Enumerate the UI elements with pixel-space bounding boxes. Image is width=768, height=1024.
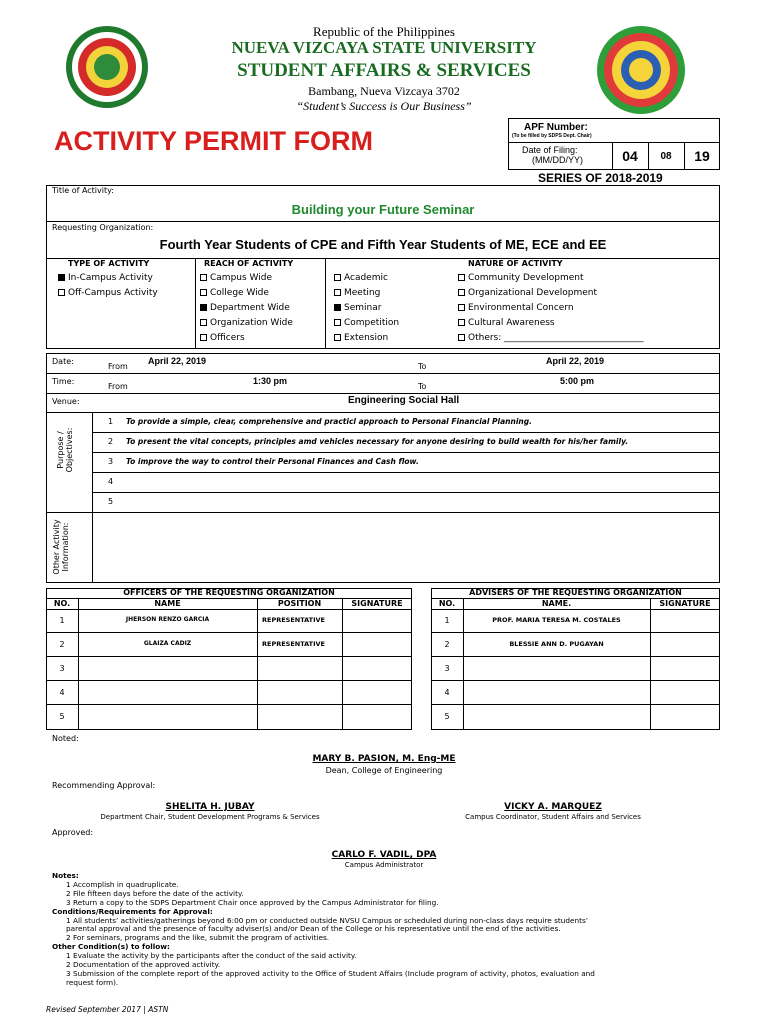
officer-row xyxy=(46,609,412,633)
officer-row xyxy=(46,633,412,657)
checked-box-icon[interactable] xyxy=(334,304,341,311)
objective-number: 1 xyxy=(108,417,114,426)
adviser-no: 5 xyxy=(444,712,450,721)
requesting-org: Fourth Year Students of CPE and Fifth Year Students of ME, ECE and EE xyxy=(159,237,607,252)
officer-position: REPRESENTATIVE xyxy=(262,640,325,648)
adviser-name: BLESSIE ANN D. PUGAYAN xyxy=(509,640,604,648)
objective-row xyxy=(92,452,720,472)
adviser-no: 2 xyxy=(444,640,450,649)
adviser-row xyxy=(431,705,720,729)
nature-option xyxy=(458,303,574,313)
requesting-org-label: Requesting Organization: xyxy=(52,223,154,232)
date-of-filing-label: Date of Filing: xyxy=(522,145,578,155)
nature-of-activity-header: NATURE OF ACTIVITY xyxy=(468,259,563,268)
adviser-row xyxy=(431,609,720,633)
reach-option-label: College Wide xyxy=(210,288,269,298)
nature-option xyxy=(458,318,555,328)
adviser-name: PROF. MARIA TERESA M. COSTALES xyxy=(492,616,621,624)
filing-day: 08 xyxy=(660,151,672,162)
officer-no: 3 xyxy=(59,664,65,673)
objective-number: 3 xyxy=(108,457,114,466)
checkbox-icon[interactable] xyxy=(458,289,465,296)
nature-option-label: Extension xyxy=(344,333,389,343)
venue-value: Engineering Social Hall xyxy=(348,395,460,406)
title-of-activity-label: Title of Activity: xyxy=(52,186,114,195)
approved-label: Approved: xyxy=(52,828,94,837)
advisers-col-name: NAME. xyxy=(541,599,572,608)
date-label: Date: xyxy=(52,357,74,366)
time-from-label: From xyxy=(108,382,128,391)
checkbox-icon[interactable] xyxy=(334,289,341,296)
nature-option-label: Organizational Development xyxy=(468,288,598,298)
adviser-row xyxy=(431,633,720,657)
noted-label: Noted: xyxy=(52,734,79,743)
checkbox-icon[interactable] xyxy=(458,319,465,326)
type-option-label: Off-Campus Activity xyxy=(68,288,158,298)
adviser-no: 4 xyxy=(444,688,450,697)
officer-name: JHERSON RENZO GARCIA xyxy=(125,616,210,623)
republic-line: Republic of the Philippines xyxy=(313,24,455,39)
checkbox-icon[interactable] xyxy=(200,334,207,341)
other-condition-item: 1 Evaluate the activity by the participants after the conduct of the said activity. xyxy=(66,951,357,961)
checkbox-icon[interactable] xyxy=(458,304,465,311)
venue-label: Venue: xyxy=(52,397,80,406)
dean-title: Dean, College of Engineering xyxy=(325,766,443,775)
adviser-row xyxy=(431,657,720,681)
apf-note: (To be filled by SDPS Dept. Chair) xyxy=(512,133,592,139)
type-option xyxy=(58,288,158,298)
reach-option-label: Department Wide xyxy=(210,303,290,313)
time-to-value: 5:00 pm xyxy=(560,376,595,386)
checkbox-icon[interactable] xyxy=(458,334,465,341)
officers-title: OFFICERS OF THE REQUESTING ORGANIZATION xyxy=(123,588,335,597)
advisers-col-signature: SIGNATURE xyxy=(659,599,711,608)
other-activity-info-label: Other Activity Information: xyxy=(52,519,70,575)
officers-col-signature: SIGNATURE xyxy=(351,599,403,608)
reach-option-label: Organization Wide xyxy=(210,318,293,328)
nature-option-label: Competition xyxy=(344,318,400,328)
filing-year: 19 xyxy=(694,148,710,164)
administrator-name: CARLO F. VADIL, DPA xyxy=(331,850,437,860)
chair-name: SHELITA H. JUBAY xyxy=(165,802,255,812)
type-of-activity-header: TYPE OF ACTIVITY xyxy=(68,259,150,268)
nature-option-label: Others: _______________________________ xyxy=(468,333,644,343)
objective-row xyxy=(92,432,720,452)
checkbox-icon[interactable] xyxy=(334,319,341,326)
form-title: ACTIVITY PERMIT FORM xyxy=(54,126,374,156)
officer-no: 2 xyxy=(59,640,65,649)
officer-row xyxy=(46,681,412,705)
time-to-label: To xyxy=(418,382,427,391)
administrator-title: Campus Administrator xyxy=(344,861,424,869)
chair-title: Department Chair, Student Development Programs & Services xyxy=(100,813,320,821)
condition-item: 2 For seminars, programs and the like, submit the program of activities. xyxy=(66,933,330,943)
reach-option-label: Officers xyxy=(210,333,245,343)
date-from-label: From xyxy=(108,362,128,371)
objective-number: 2 xyxy=(108,437,114,446)
recommending-approval-label: Recommending Approval: xyxy=(52,781,156,790)
office-name: STUDENT AFFAIRS & SERVICES xyxy=(237,60,531,81)
type-option xyxy=(58,273,153,283)
nature-option xyxy=(458,273,584,283)
nature-option xyxy=(334,303,381,313)
nature-option-label: Academic xyxy=(344,273,388,283)
reach-option xyxy=(200,288,269,298)
reach-of-activity-header: REACH OF ACTIVITY xyxy=(204,259,294,268)
officers-col-name: NAME xyxy=(154,599,181,608)
reach-option xyxy=(200,273,272,283)
dean-name: MARY B. PASION, M. Eng-ME xyxy=(312,754,456,764)
revision-footer: Revised September 2017 | ASTN xyxy=(46,1005,169,1014)
nature-option-label: Environmental Concern xyxy=(468,303,574,313)
objective-row xyxy=(92,472,720,492)
checkbox-icon[interactable] xyxy=(200,289,207,296)
objective-text: To provide a simple, clear, comprehensive and practicl approach to Personal Financial Planning. xyxy=(126,417,532,426)
purpose-objectives-label: Purpose / Objectives: xyxy=(56,427,74,473)
objective-text: To improve the way to control their Personal Finances and Cash flow. xyxy=(126,457,419,466)
date-to-label: To xyxy=(418,362,427,371)
reach-option xyxy=(200,318,293,328)
checkbox-icon[interactable] xyxy=(58,289,65,296)
checkbox-icon[interactable] xyxy=(334,274,341,281)
nature-option xyxy=(334,273,388,283)
coordinator-name: VICKY A. MARQUEZ xyxy=(504,802,602,812)
officer-name: GLAIZA CADIZ xyxy=(143,640,192,647)
officer-row xyxy=(46,657,412,681)
condition-item: parental approval and the presence of faculty adviser(s) and/or Dean of the College or his representative until the end of the activities. xyxy=(66,924,561,934)
apf-number-label: APF Number: xyxy=(524,122,588,133)
date-from-value: April 22, 2019 xyxy=(148,356,207,366)
checkbox-icon[interactable] xyxy=(458,274,465,281)
nature-option xyxy=(334,288,380,298)
objective-number: 5 xyxy=(108,497,114,506)
adviser-no: 1 xyxy=(444,616,450,625)
notes-label: Notes: xyxy=(52,871,79,880)
note-item: 3 Return a copy to the SDPS Department Chair once approved by the Campus Administrator for filing. xyxy=(66,897,439,907)
objective-row xyxy=(92,412,720,432)
activity-title: Building your Future Seminar xyxy=(291,202,475,217)
nature-option xyxy=(334,318,399,328)
reach-option xyxy=(200,333,245,343)
officers-col-no: NO. xyxy=(53,599,71,608)
officers-col-position: POSITION xyxy=(277,599,322,608)
checkbox-icon[interactable] xyxy=(200,274,207,281)
officer-no: 1 xyxy=(59,616,65,625)
officer-position: REPRESENTATIVE xyxy=(262,616,325,624)
nature-option xyxy=(458,288,597,298)
nature-option-label: Seminar xyxy=(344,303,382,313)
nature-option xyxy=(334,333,388,343)
filing-month: 04 xyxy=(622,148,638,164)
objective-number: 4 xyxy=(108,477,114,486)
adviser-row xyxy=(431,681,720,705)
other-conditions-label: Other Condition(s) to follow: xyxy=(52,942,170,952)
condition-item: 1 All students’ activities/gatherings beyond 6:00 pm or conducted outside NVSU Campus or scheduled during non-class days require students’ xyxy=(66,915,589,925)
checkbox-icon[interactable] xyxy=(200,319,207,326)
date-format: (MM/DD/YY) xyxy=(532,155,583,165)
reach-option xyxy=(200,303,290,313)
nature-option xyxy=(458,333,644,343)
other-condition-item: 2 Documentation of the approved activity. xyxy=(66,960,221,970)
address-line: Bambang, Nueva Vizcaya 3702 xyxy=(308,84,460,98)
adviser-no: 3 xyxy=(444,664,450,673)
checked-box-icon[interactable] xyxy=(58,274,65,281)
university-name: NUEVA VIZCAYA STATE UNIVERSITY xyxy=(231,38,537,57)
objective-row xyxy=(92,492,720,512)
nature-option-label: Meeting xyxy=(344,288,381,298)
officer-no: 4 xyxy=(59,688,65,697)
motto-line: “Student’s Success is Our Business” xyxy=(296,99,472,113)
advisers-title: ADVISERS OF THE REQUESTING ORGANIZATION xyxy=(469,588,682,597)
officer-no: 5 xyxy=(59,712,65,721)
time-label: Time: xyxy=(52,377,75,386)
series-label: SERIES OF 2018-2019 xyxy=(538,171,663,185)
checkbox-icon[interactable] xyxy=(334,334,341,341)
conditions-label: Conditions/Requirements for Approval: xyxy=(52,906,213,916)
other-condition-item: 3 Submission of the complete report of the approved activity to the Office of Student Affairs (Include program of activity, photos, evaluation and xyxy=(66,968,595,978)
officer-row xyxy=(46,705,412,729)
advisers-col-no: NO. xyxy=(438,599,456,608)
notes-block xyxy=(52,872,732,988)
nature-option-label: Community Development xyxy=(468,273,584,283)
note-item: 1 Accomplish in quadruplicate. xyxy=(66,879,179,889)
coordinator-title: Campus Coordinator, Student Affairs and Services xyxy=(465,813,641,821)
type-option-label: In-Campus Activity xyxy=(68,273,153,283)
objective-text: To present the vital concepts, principles amd vehicles necessary for anyone desiring to build wealth for his/her family. xyxy=(126,437,629,446)
nature-option-label: Cultural Awareness xyxy=(468,318,555,328)
time-from-value: 1:30 pm xyxy=(253,376,288,386)
reach-option-label: Campus Wide xyxy=(210,273,272,283)
date-to-value: April 22, 2019 xyxy=(546,356,605,366)
note-item: 2 File fifteen days before the date of the activity. xyxy=(66,888,244,898)
other-condition-item: request form). xyxy=(66,977,119,987)
checked-box-icon[interactable] xyxy=(200,304,207,311)
